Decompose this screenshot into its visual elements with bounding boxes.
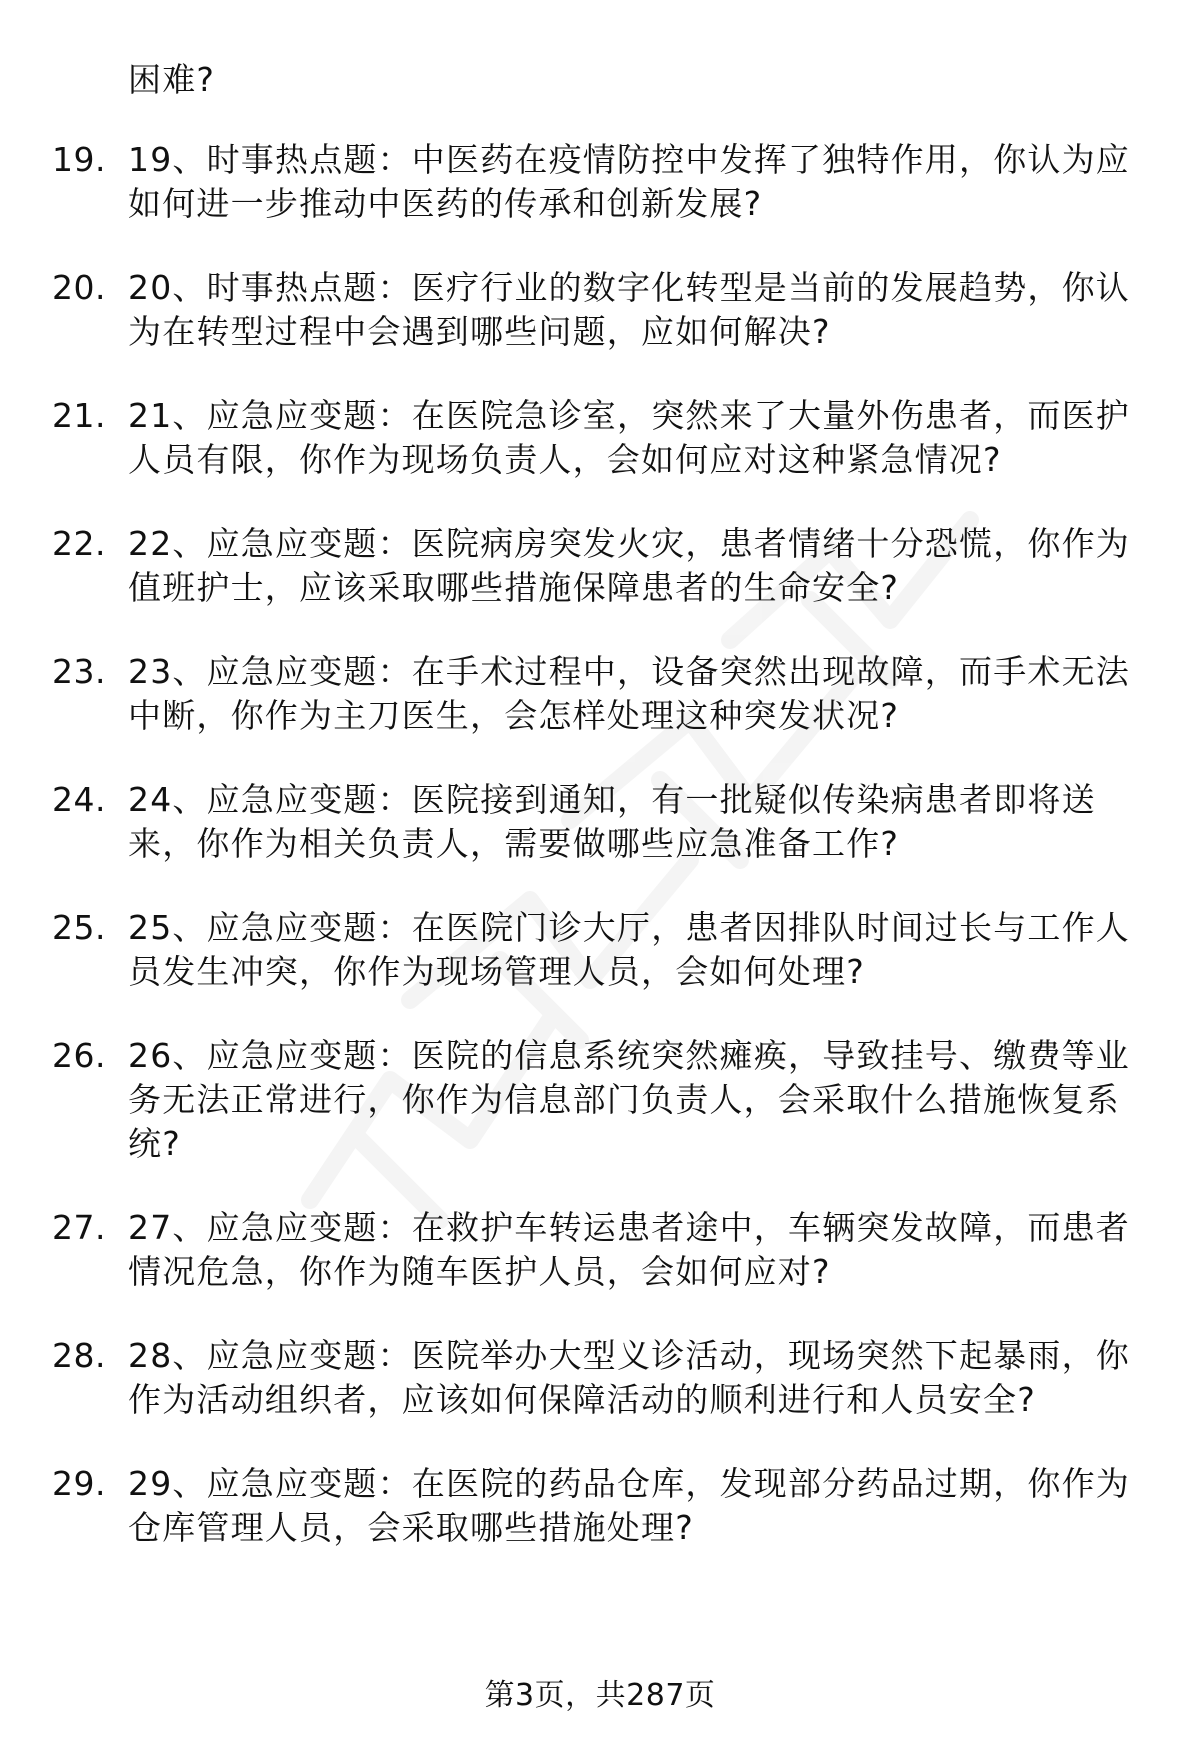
list-item <box>0 906 1200 994</box>
question-text: 27、应急应变题：在救护车转运患者途中，车辆突发故障，而患者情况危急，你作为随车医护人员，会如何应对? <box>128 1208 1130 1291</box>
item-number: 23. <box>52 652 106 691</box>
question-text: 23、应急应变题：在手术过程中，设备突然出现故障，而手术无法中断，你作为主刀医生，会怎样处理这种突发状况? <box>128 652 1130 735</box>
question-text: 20、时事热点题：医疗行业的数字化转型是当前的发展趋势，你认为在转型过程中会遇到哪些问题，应如何解决? <box>128 268 1130 351</box>
list-item <box>0 138 1200 226</box>
list-item <box>0 522 1200 610</box>
question-text: 19、时事热点题：中医药在疫情防控中发挥了独特作用，你认为应如何进一步推动中医药的传承和创新发展? <box>128 140 1130 223</box>
list-item <box>0 1034 1200 1166</box>
item-number: 21. <box>52 396 106 435</box>
item-number: 24. <box>52 780 106 819</box>
list-item-continuation <box>0 58 1200 102</box>
item-number: 25. <box>52 908 106 947</box>
item-number: 20. <box>52 268 106 307</box>
question-text: 21、应急应变题：在医院急诊室，突然来了大量外伤患者，而医护人员有限，你作为现场负责人，会如何应对这种紧急情况? <box>128 396 1130 479</box>
question-text: 25、应急应变题：在医院门诊大厅，患者因排队时间过长与工作人员发生冲突，你作为现场管理人员，会如何处理? <box>128 908 1130 991</box>
question-text: 28、应急应变题：医院举办大型义诊活动，现场突然下起暴雨，你作为活动组织者，应该如何保障活动的顺利进行和人员安全? <box>128 1336 1130 1419</box>
page-footer: 第3页，共287页 <box>484 1678 716 1713</box>
question-text: 24、应急应变题：医院接到通知，有一批疑似传染病患者即将送来，你作为相关负责人，需要做哪些应急准备工作? <box>128 780 1096 863</box>
question-text: 22、应急应变题：医院病房突发火灾，患者情绪十分恐慌，你作为值班护士，应该采取哪些措施保障患者的生命安全? <box>128 524 1130 607</box>
list-item <box>0 778 1200 866</box>
item-number: 29. <box>52 1464 106 1503</box>
question-text: 29、应急应变题：在医院的药品仓库，发现部分药品过期，你作为仓库管理人员，会采取哪些措施处理? <box>128 1464 1130 1547</box>
question-text: 26、应急应变题：医院的信息系统突然瘫痪，导致挂号、缴费等业务无法正常进行，你作为信息部门负责人，会采取什么措施恢复系统? <box>128 1036 1130 1163</box>
list-item <box>0 1206 1200 1294</box>
list-item <box>0 1462 1200 1550</box>
list-item <box>0 266 1200 354</box>
list-item <box>0 650 1200 738</box>
item-number: 26. <box>52 1036 106 1075</box>
question-list <box>0 58 1200 1590</box>
list-item <box>0 394 1200 482</box>
item-number: 22. <box>52 524 106 563</box>
item-number: 19. <box>52 140 106 179</box>
list-item <box>0 1334 1200 1422</box>
continuation-text: 困难? <box>128 60 216 99</box>
item-number: 27. <box>52 1208 106 1247</box>
item-number: 28. <box>52 1336 106 1375</box>
